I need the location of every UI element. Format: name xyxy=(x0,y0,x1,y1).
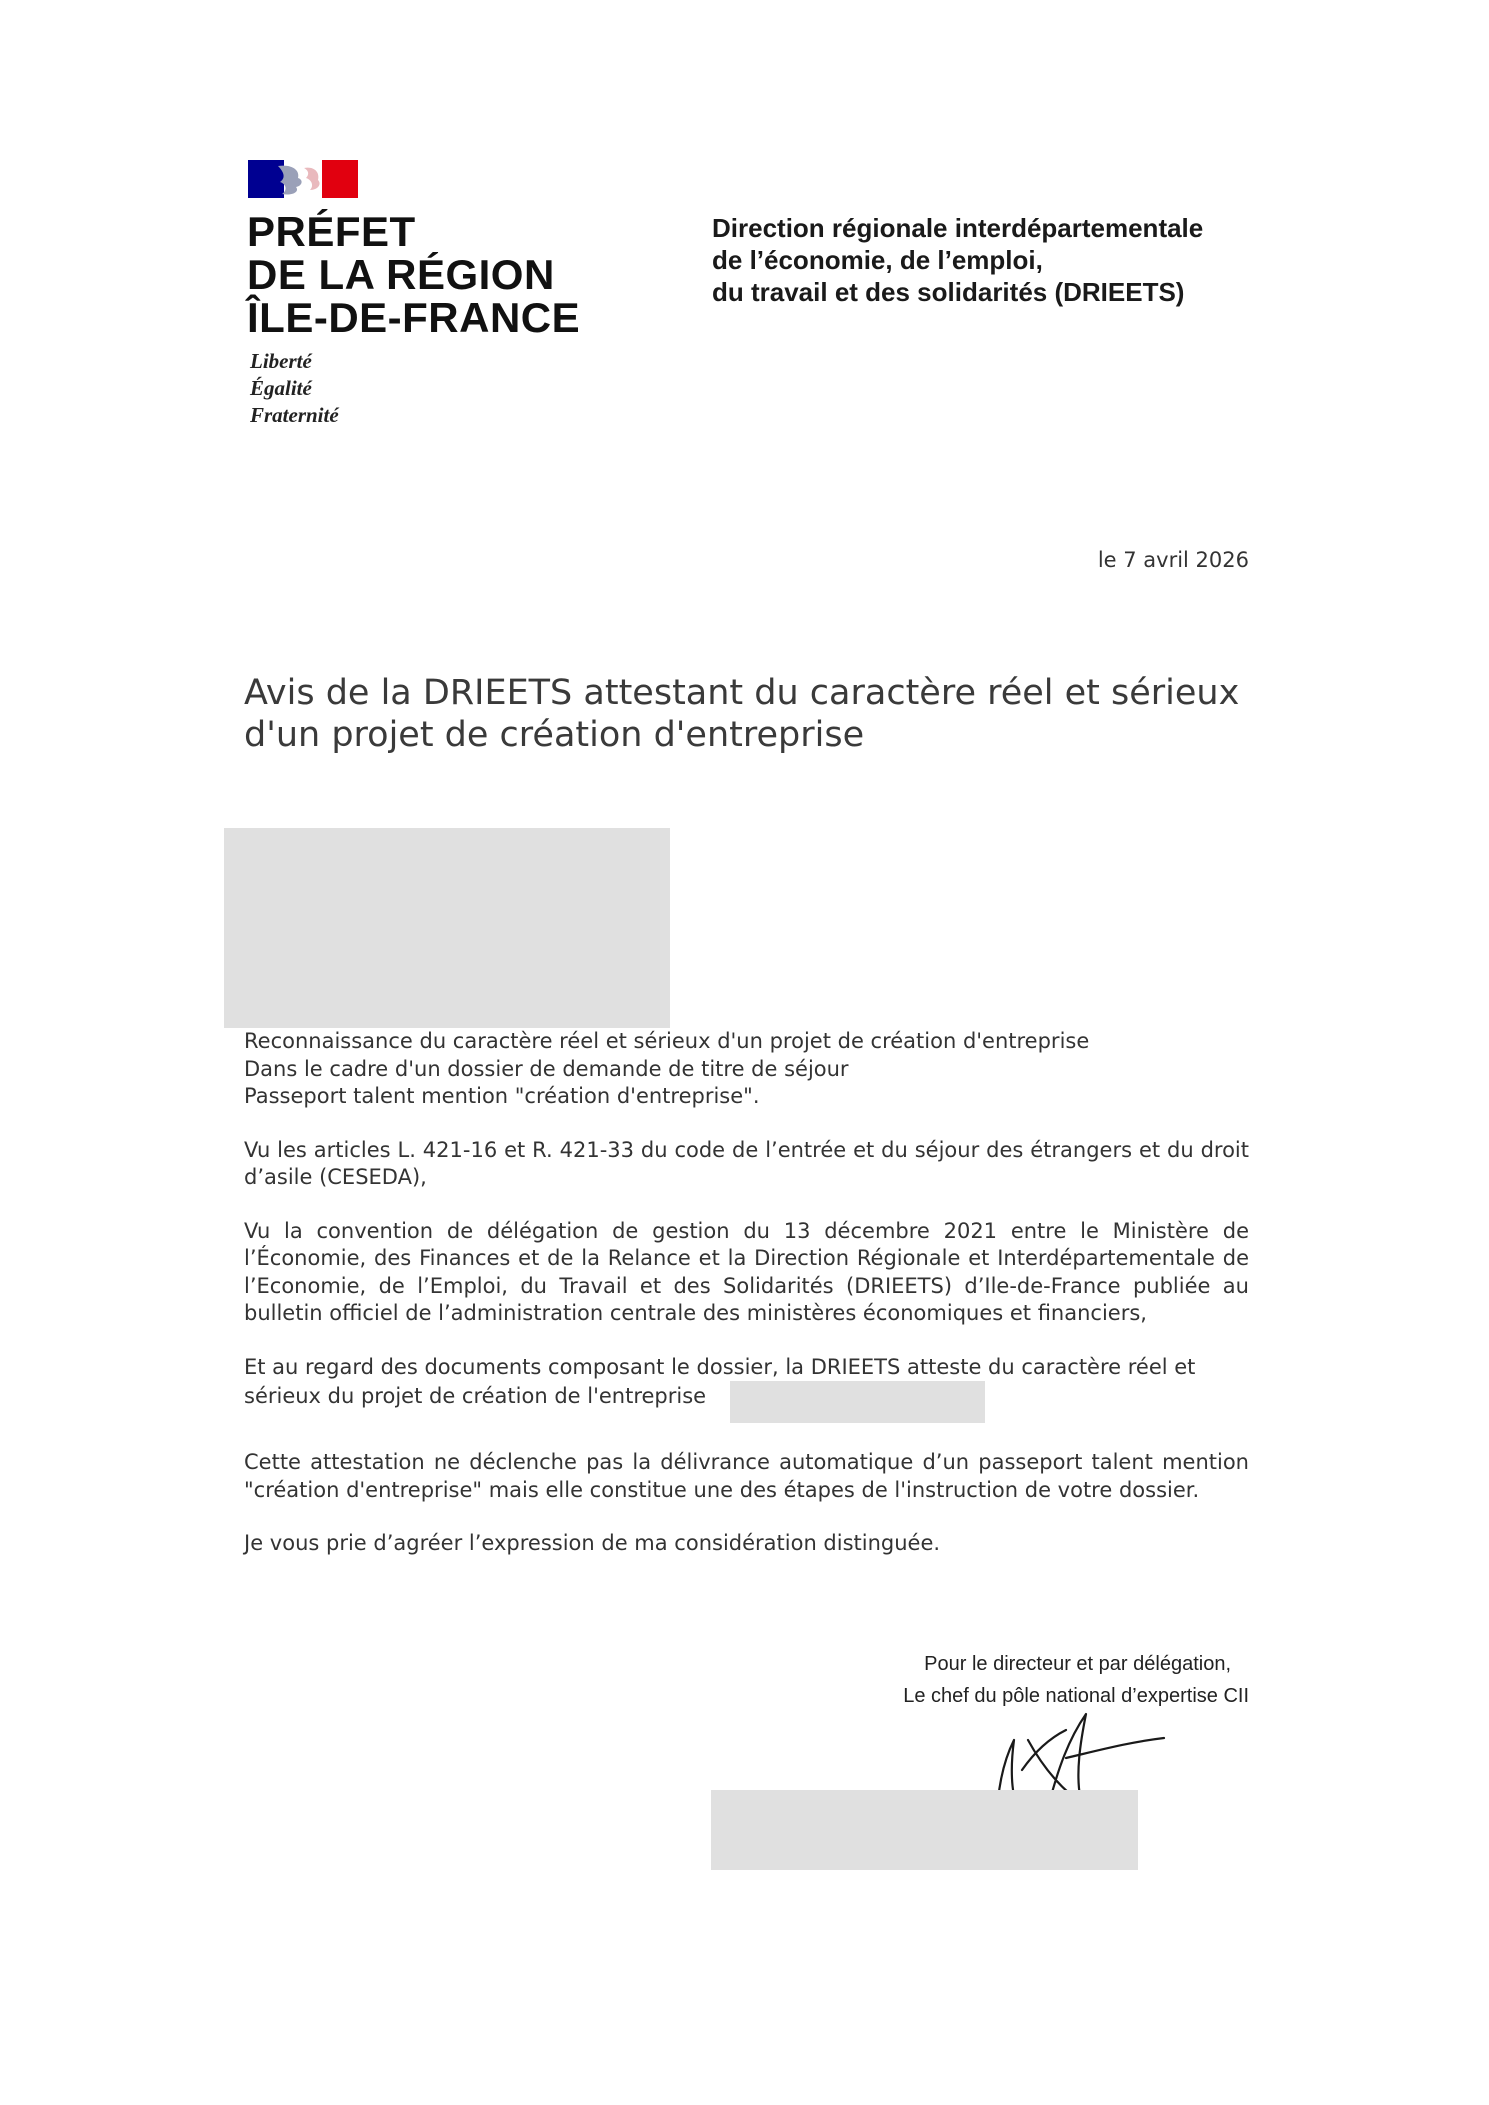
prefet-line: DE LA RÉGION xyxy=(247,251,555,298)
marianne-flag-logo xyxy=(248,160,358,198)
prefet-title xyxy=(247,210,580,339)
object-line: Dans le cadre d'un dossier de demande de titre de séjour xyxy=(244,1056,849,1081)
redacted-signatory-name xyxy=(711,1790,1138,1870)
object-line: Reconnaissance du caractère réel et sérieux d'un projet de création d'entreprise xyxy=(244,1029,1090,1053)
attestation-text: Et au regard des documents composant le dossier, la DRIEETS atteste du caractère réel et sérieux du projet de création de l'entreprise xyxy=(244,1354,1196,1408)
prefet-line: PRÉFET xyxy=(247,208,416,255)
object-paragraph xyxy=(244,1028,1249,1111)
direction-line: du travail et des solidarités (DRIEETS) xyxy=(712,277,1185,307)
motto-line: Liberté xyxy=(250,349,312,373)
title-line: Avis de la DRIEETS attestant du caractère réel et sérieux xyxy=(244,673,1240,713)
direction-header xyxy=(712,212,1203,308)
direction-line: de l’économie, de l’emploi, xyxy=(712,245,1043,275)
direction-line: Direction régionale interdépartementale xyxy=(712,213,1204,243)
letter-title xyxy=(244,672,1254,756)
title-line: d'un projet de création d'entreprise xyxy=(244,715,865,755)
republic-motto xyxy=(250,348,339,429)
prefet-line: ÎLE-DE-FRANCE xyxy=(247,294,581,341)
legal-basis-paragraph: Vu les articles L. 421-16 et R. 421-33 du code de l’entrée et du séjour des étrangers et du droit d’asile (CESEDA), xyxy=(244,1137,1249,1189)
signatory-line-1: Pour le directeur et par délégation, xyxy=(924,1653,1231,1675)
closing-paragraph: Je vous prie d’agréer l’expression de ma considération distinguée. xyxy=(244,1531,941,1555)
redacted-recipient-block xyxy=(224,828,670,1028)
convention-paragraph: Vu la convention de délégation de gestion du 13 décembre 2021 entre le Ministère de l’Économie, des Finances et de la Relance et la Direction Régionale et Interdépartementale de l’Economie, de l’Emploi, du Travail et des Solidarités (DRIEETS) d’Ile-de-France publiée au bulletin officiel de l’administration centrale des ministères économiques et financiers, xyxy=(244,1218,1249,1325)
object-line: Passeport talent mention "création d'entreprise". xyxy=(244,1084,760,1108)
motto-line: Fraternité xyxy=(250,403,339,427)
signatory-line-2: Le chef du pôle national d’expertise CII xyxy=(903,1685,1249,1707)
notice-paragraph: Cette attestation ne déclenche pas la délivrance automatique d’un passeport talent mention "création d'entreprise" mais elle constitue une des étapes de l'instruction de votre dossier. xyxy=(244,1450,1249,1502)
attestation-paragraph xyxy=(244,1354,1249,1424)
letter-body xyxy=(244,1028,1249,1584)
letter-date: le 7 avril 2026 xyxy=(1097,548,1249,572)
redacted-company-name xyxy=(730,1381,985,1423)
motto-line: Égalité xyxy=(250,376,312,400)
